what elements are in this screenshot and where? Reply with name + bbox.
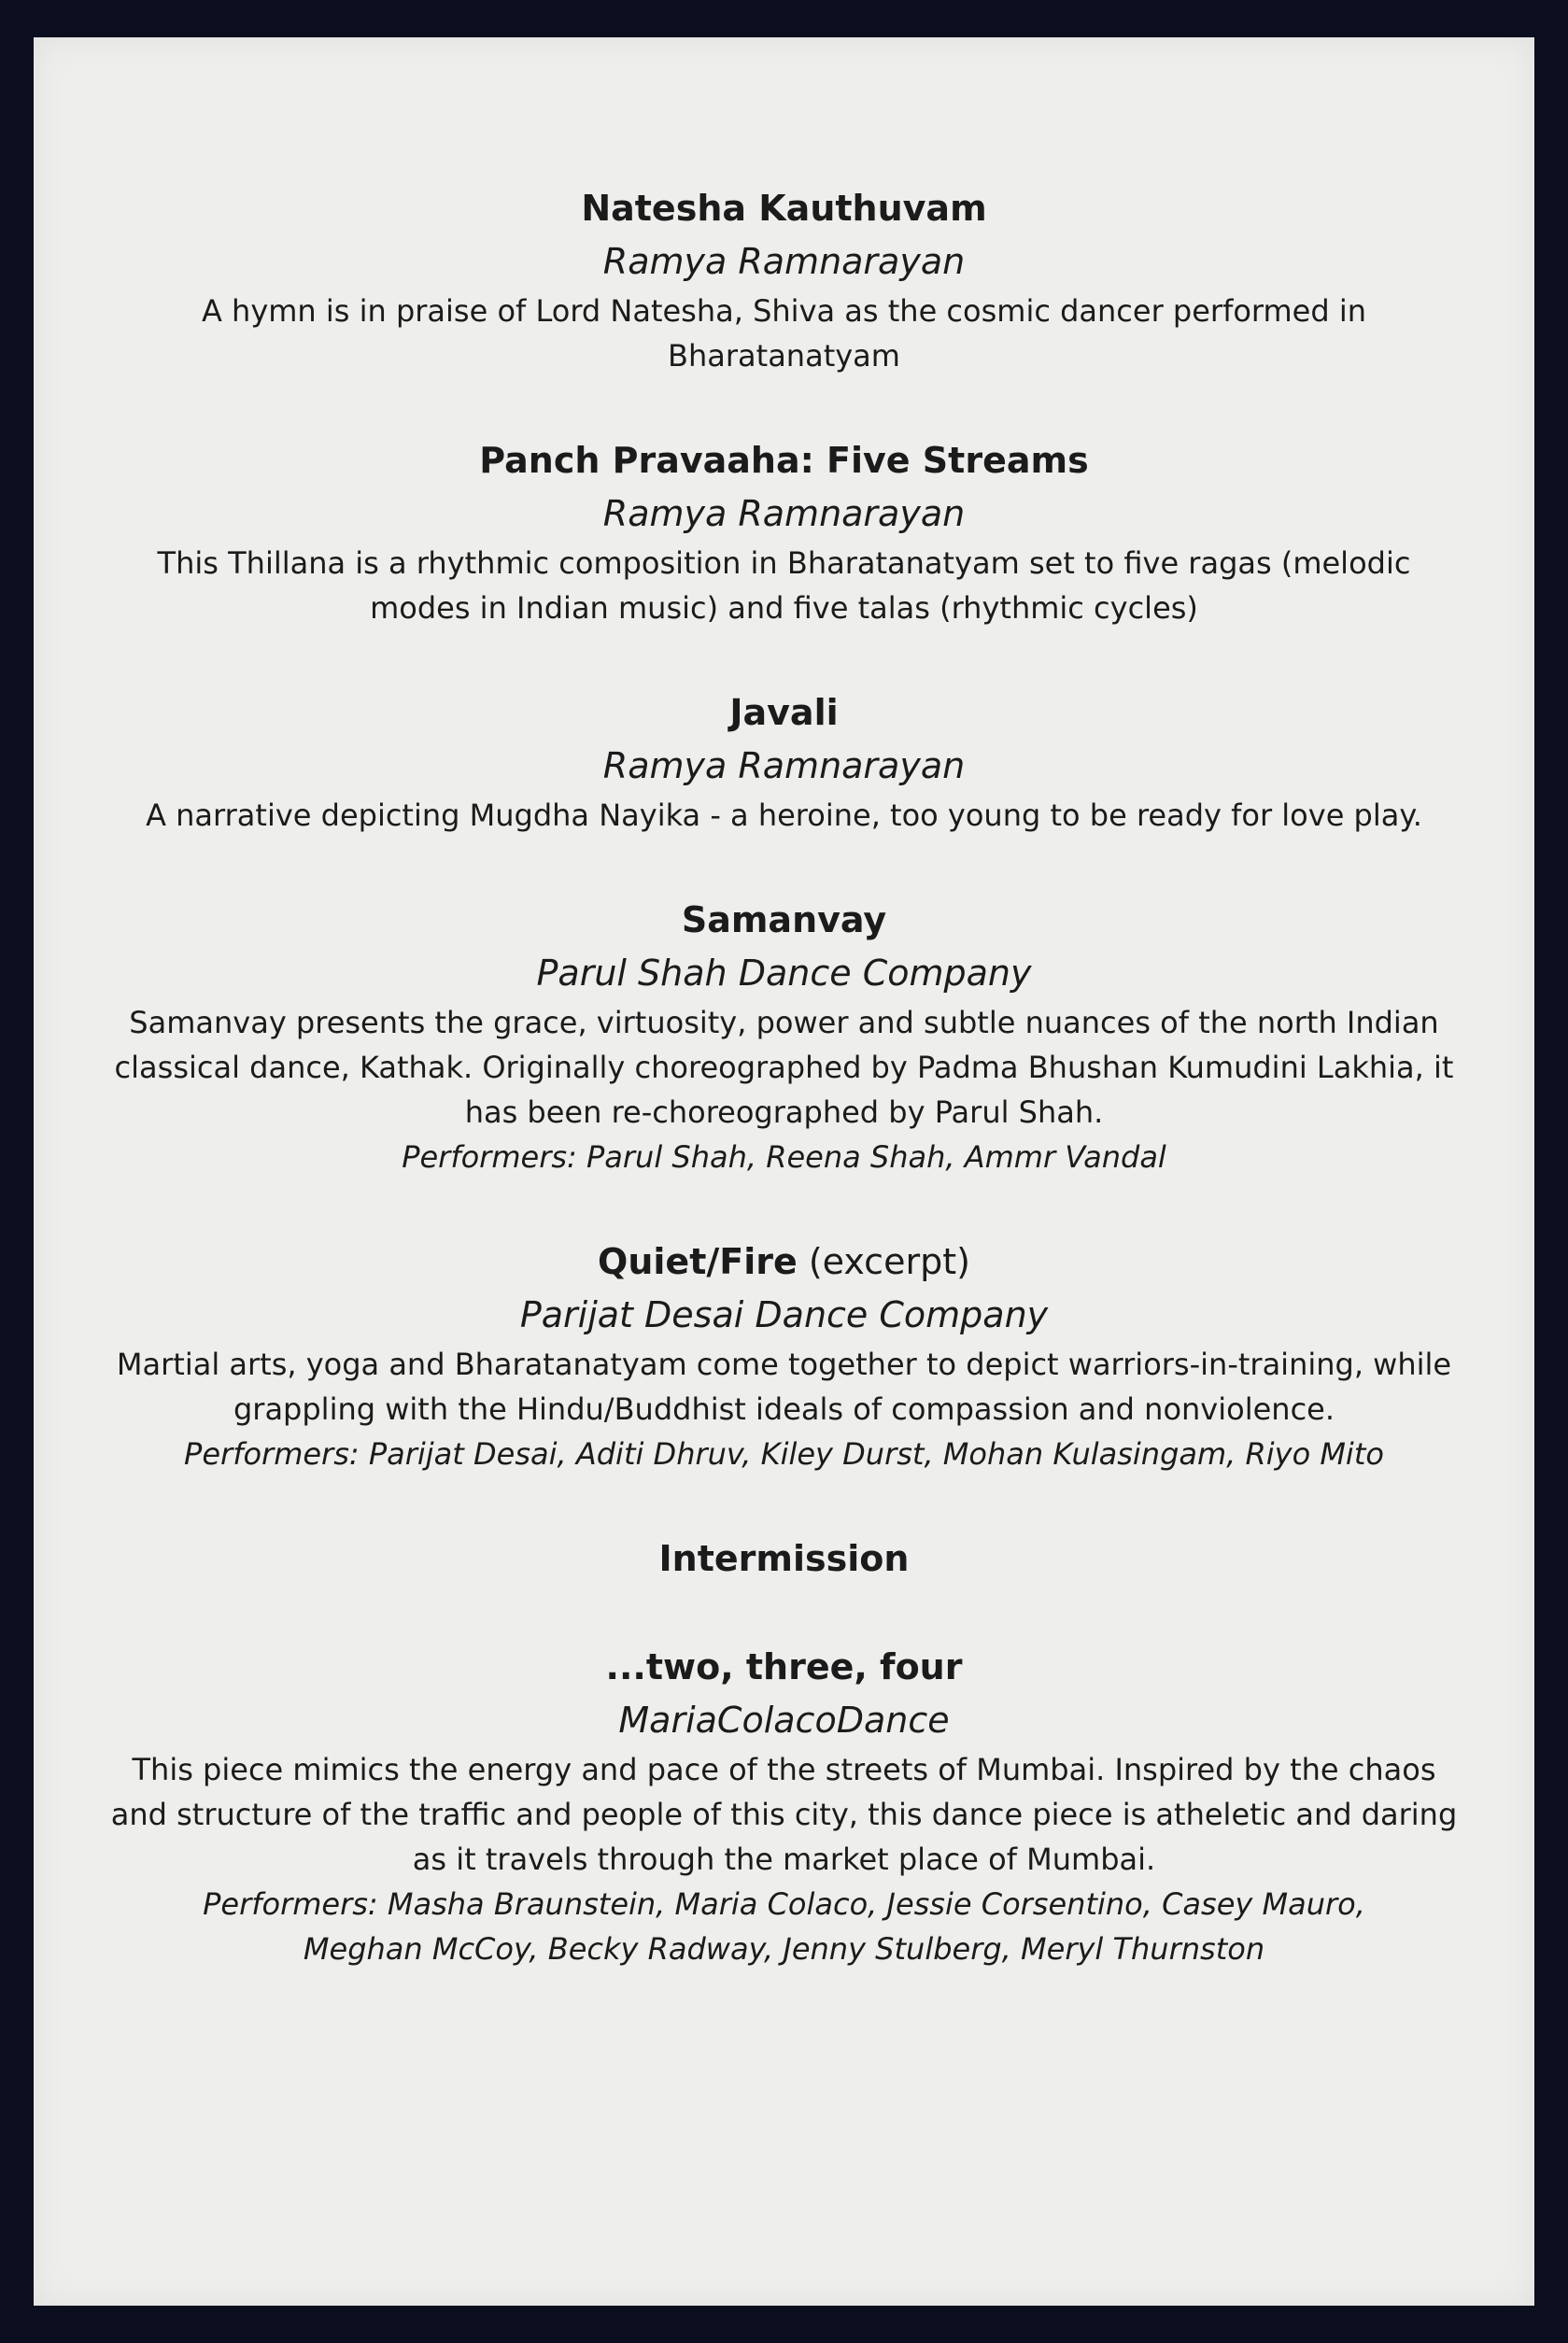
piece-description: A hymn is in praise of Lord Natesha, Shiva as the cosmic dancer performed in Bharatanatyam [201, 293, 1367, 374]
piece-company: Parijat Desai Dance Company [519, 1294, 1049, 1335]
piece-title: Quiet/Fire [598, 1241, 798, 1282]
program-piece [108, 1641, 1460, 1971]
piece-company: MariaColacoDance [618, 1700, 950, 1741]
piece-description: This piece mimics the energy and pace of the streets of Mumbai. Inspired by the chaos and structure of the traffic and people of this city, this dance piece is atheletic and daring as it travels through the market place of Mumbai. [110, 1752, 1458, 1877]
piece-company: Ramya Ramnarayan [602, 493, 966, 534]
piece-description: This Thillana is a rhythmic composition in Bharatanatyam set to five ragas (melodic modes in Indian music) and five talas (rhythmic cycles) [157, 545, 1411, 626]
program-page [34, 37, 1534, 2306]
piece-description: A narrative depicting Mugdha Nayika - a heroine, too young to be ready for love play. [146, 797, 1422, 833]
piece-performers: Performers: Parul Shah, Reena Shah, Ammr Vandal [402, 1139, 1166, 1175]
program-piece [108, 686, 1460, 838]
piece-title-suffix: (excerpt) [797, 1241, 970, 1282]
program-piece [108, 434, 1460, 630]
intermission-heading: Intermission [658, 1538, 910, 1579]
piece-description: Samanvay presents the grace, virtuosity, power and subtle nuances of the north Indian classical dance, Kathak. Originally choreographed by Padma Bhushan Kumudini Lakhia, it has been re-choreographed by Parul Shah. [114, 1005, 1454, 1130]
program-piece [108, 1235, 1460, 1476]
piece-title: Javali [729, 692, 839, 733]
piece-title: Natesha Kauthuvam [581, 188, 987, 229]
piece-title: ...two, three, four [605, 1646, 963, 1687]
piece-description: Martial arts, yoga and Bharatanatyam come together to depict warriors-in-training, while grappling with the Hindu/Buddhist ideals of compassion and nonviolence. [116, 1347, 1452, 1427]
piece-title: Samanvay [681, 899, 887, 940]
piece-performers: Performers: Parijat Desai, Aditi Dhruv, Kiley Durst, Mohan Kulasingam, Riyo Mito [184, 1436, 1384, 1472]
piece-company: Parul Shah Dance Company [536, 953, 1032, 994]
program-content [108, 182, 1460, 2027]
program-piece [108, 182, 1460, 378]
piece-title: Panch Pravaaha: Five Streams [479, 440, 1089, 481]
piece-company: Ramya Ramnarayan [602, 241, 966, 282]
piece-company: Ramya Ramnarayan [602, 745, 966, 786]
piece-performers: Performers: Masha Braunstein, Maria Colaco, Jessie Corsentino, Casey Mauro, Meghan McCoy, Becky Radway, Jenny Stulberg, Meryl Thurnston [203, 1886, 1365, 1967]
piece-title-line [108, 1235, 1460, 1288]
program-piece [108, 894, 1460, 1179]
